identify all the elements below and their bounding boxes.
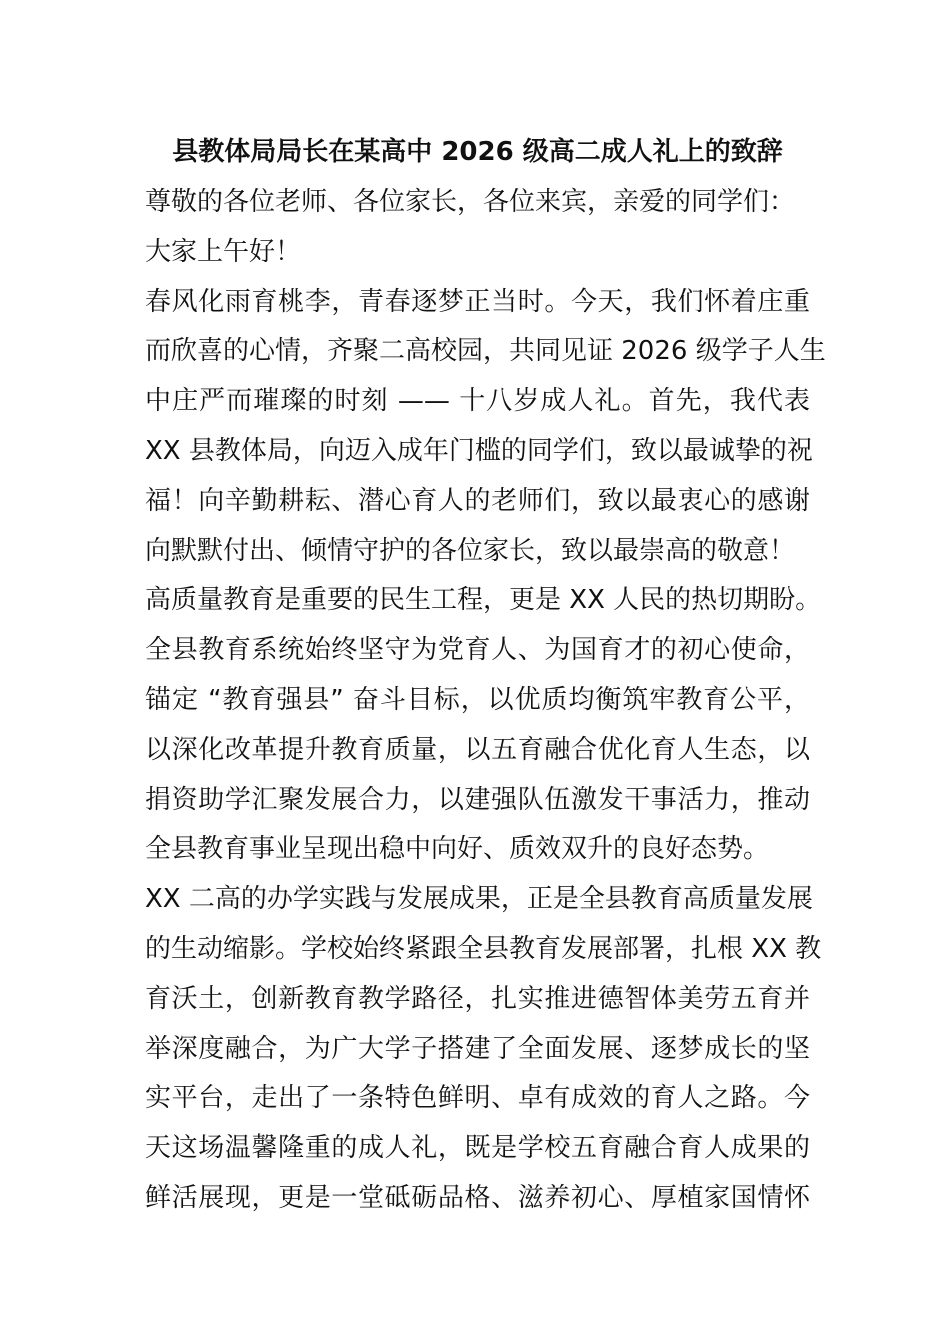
text-line: 全县教育事业呈现出稳中向好、质效双升的良好态势。: [145, 834, 770, 865]
text-line: 捐资助学汇聚发展合力，以建强队伍激发干事活力，推动: [145, 784, 810, 815]
text-line: 的生动缩影。学校始终紧跟全县教育发展部署，扎根 XX 教: [145, 933, 822, 964]
salutation-line: 尊敬的各位老师、各位家长，各位来宾，亲爱的同学们：: [145, 187, 796, 217]
text-line: 春风化雨育桃李，青春逐梦正当时。今天，我们怀着庄重: [145, 286, 810, 317]
speech-body: [145, 178, 826, 1224]
greeting-line: 大家上午好！: [145, 236, 302, 267]
text-line: XX 二高的办学实践与发展成果，正是全县教育高质量发展: [145, 884, 813, 915]
text-line: 举深度融合，为广大学子搭建了全面发展、逐梦成长的坚: [145, 1033, 810, 1064]
text-line: 以深化改革提升教育质量，以五育融合优化育人生态，以: [145, 734, 810, 765]
text-line: 而欣喜的心情，齐聚二高校园，共同见证 2026 级学子人生: [145, 336, 826, 367]
text-line: 中庄严而璀璨的时刻 —— 十八岁成人礼。首先，我代表: [145, 386, 810, 417]
text-line: 向默默付出、倾情守护的各位家长，致以最崇高的敬意！: [145, 535, 796, 566]
text-line: 育沃土，创新教育教学路径，扎实推进德智体美劳五育并: [145, 983, 810, 1014]
text-line: XX 县教体局，向迈入成年门槛的同学们，致以最诚挚的祝: [145, 435, 813, 466]
text-line: 高质量教育是重要的民生工程，更是 XX 人民的热切期盼。: [145, 585, 822, 616]
text-line: 实平台，走出了一条特色鲜明、卓有成效的育人之路。今: [145, 1083, 810, 1114]
text-line: 全县教育系统始终坚守为党育人、为国育才的初心使命，: [145, 635, 810, 666]
document-title: 县教体局局长在某高中 2026 级高二成人礼上的致辞: [172, 137, 783, 167]
text-line: 锚定 “教育强县” 奋斗目标，以优质均衡筑牢教育公平，: [145, 684, 810, 715]
text-line: 天这场温馨隆重的成人礼，既是学校五育融合育人成果的: [145, 1133, 810, 1164]
text-line: 鲜活展现，更是一堂砥砺品格、滋养初心、厚植家国情怀: [145, 1182, 810, 1213]
text-line: 福！向辛勤耕耘、潜心育人的老师们，致以最衷心的感谢: [145, 485, 810, 516]
